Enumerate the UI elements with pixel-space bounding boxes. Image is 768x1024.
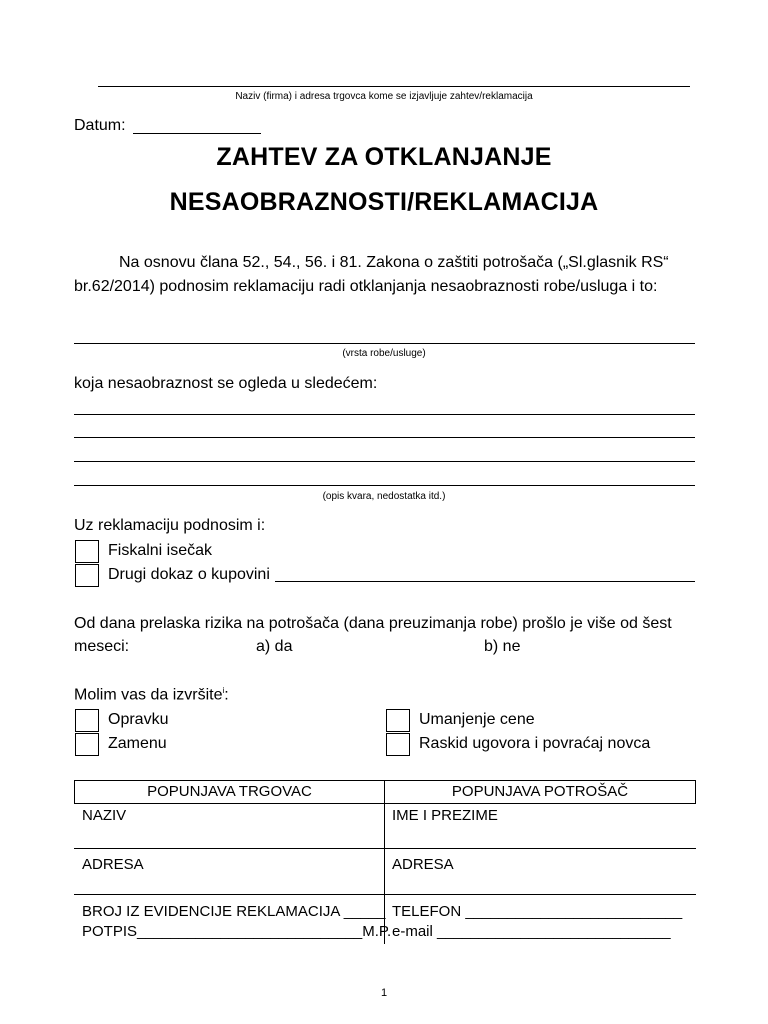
repair-checkbox[interactable] <box>75 709 99 732</box>
table-header-left <box>74 780 385 804</box>
complaint-number-field[interactable]: BROJ IZ EVIDENCIJE REKLAMACIJA _____ <box>82 903 386 920</box>
defect-field-line[interactable] <box>74 461 695 462</box>
intro-line2: br.62/2014) podnosim reklamaciju radi otklanjanja nesaobraznosti robe/usluga i to: <box>74 278 658 295</box>
risk-option-yes[interactable]: a) da <box>256 638 293 655</box>
other-proof-checkbox[interactable] <box>75 564 99 587</box>
table-header-right-text: POPUNJAVA POTROŠAČ <box>451 783 629 800</box>
request-label <box>74 686 229 704</box>
consumer-email-field[interactable]: e-mail ____________________________ <box>392 923 671 940</box>
risk-option-no[interactable]: b) ne <box>484 638 521 655</box>
replacement-label: Zamenu <box>108 735 167 752</box>
defect-label: koja nesaobraznost se ogleda u sledećem: <box>74 375 378 392</box>
repair-label: Opravku <box>108 711 169 728</box>
contract-termination-label: Raskid ugovora i povraćaj novca <box>419 735 651 752</box>
other-proof-label: Drugi dokaz o kupovini <box>108 566 270 583</box>
fiscal-receipt-label: Fiskalni isečak <box>108 542 213 559</box>
document-title-line1: ZAHTEV ZA OTKLANJANJE <box>216 143 552 171</box>
consumer-name-field[interactable]: IME I PREZIME <box>392 807 498 824</box>
request-label-text: Molim vas da izvršite <box>74 686 223 704</box>
consumer-address-field[interactable]: ADRESA <box>392 856 454 873</box>
defect-field-line[interactable] <box>74 437 695 438</box>
merchant-address-field[interactable]: ADRESA <box>82 856 144 873</box>
defect-field-line[interactable] <box>74 485 695 486</box>
endnote-marker: i <box>222 686 225 695</box>
merchant-name-line <box>98 86 690 87</box>
fiscal-receipt-checkbox[interactable] <box>75 540 99 563</box>
request-label-colon: : <box>224 686 229 704</box>
attachments-label: Uz reklamaciju podnosim i: <box>74 517 266 534</box>
date-field[interactable] <box>133 133 261 134</box>
merchant-caption: Naziv (firma) i adresa trgovca kome se izjavljuje zahtev/reklamacija <box>235 91 533 102</box>
goods-caption: (vrsta robe/usluge) <box>342 348 426 359</box>
defect-caption: (opis kvara, nedostatka itd.) <box>322 491 446 502</box>
replacement-checkbox[interactable] <box>75 733 99 756</box>
goods-field[interactable] <box>74 343 695 344</box>
intro-line1: Na osnovu člana 52., 54., 56. i 81. Zakona o zaštiti potrošača („Sl.glasnik RS“ <box>119 254 669 271</box>
document-title-line2: NESAOBRAZNOSTI/REKLAMACIJA <box>169 188 599 216</box>
defect-field-line[interactable] <box>74 414 695 415</box>
table-header-right <box>384 780 696 804</box>
merchant-name-field[interactable]: NAZIV <box>82 807 127 824</box>
table-header-left-text: POPUNJAVA TRGOVAC <box>147 783 312 800</box>
price-reduction-checkbox[interactable] <box>386 709 410 732</box>
date-label: Datum: <box>74 117 126 134</box>
consumer-phone-field[interactable]: TELEFON __________________________ <box>392 903 683 920</box>
row-separator <box>74 848 696 849</box>
risk-question-line2: meseci: <box>74 638 130 655</box>
row-separator <box>74 894 696 895</box>
page-number: 1 <box>380 987 388 999</box>
contract-termination-checkbox[interactable] <box>386 733 410 756</box>
risk-question-line1: Od dana prelaska rizika na potrošača (dana preuzimanja robe) prošlo je više od šest <box>74 615 672 632</box>
other-proof-field[interactable] <box>275 581 695 582</box>
merchant-signature-field[interactable]: POTPIS___________________________M.P. <box>82 923 392 940</box>
price-reduction-label: Umanjenje cene <box>419 711 535 728</box>
